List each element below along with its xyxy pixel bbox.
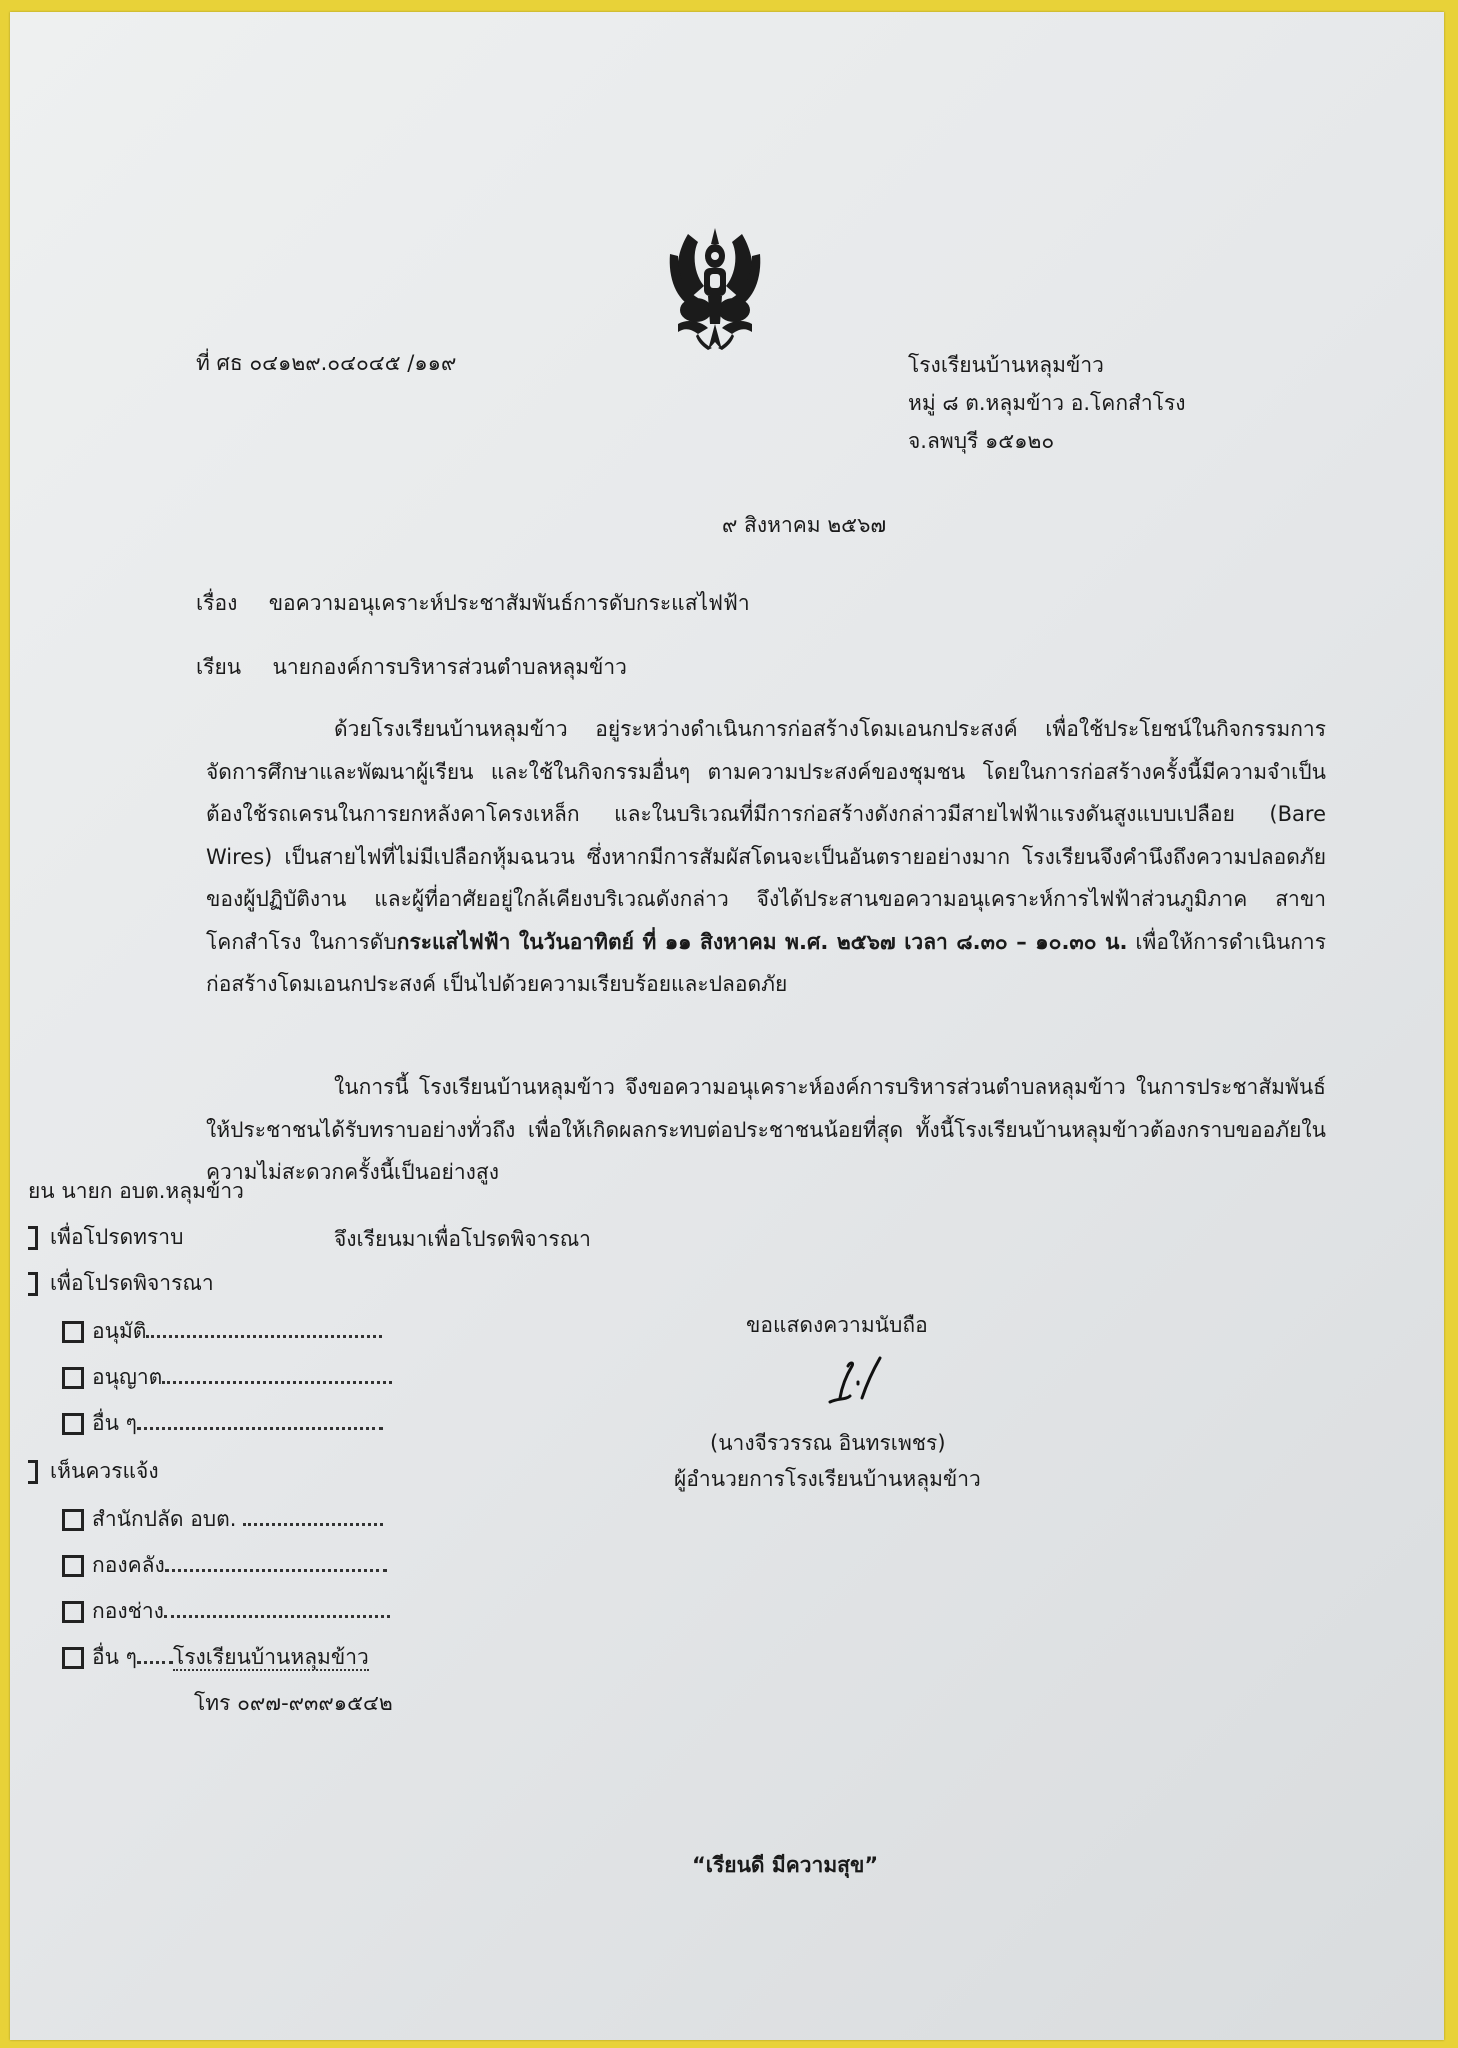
checkbox-icon[interactable] <box>62 1647 84 1669</box>
checkbox-icon[interactable] <box>62 1321 84 1343</box>
paragraph-1-bold-schedule: กระแสไฟฟ้า ในวันอาทิตย์ ที่ ๑๑ สิงหาคม พ.ศ. ๒๕๖๗ เวลา ๘.๓๐ – ๑๐.๓๐ น. <box>396 929 1128 954</box>
sender-address-line-1: โรงเรียนบ้านหลุมข้าว <box>908 353 1104 377</box>
notify-other-value[interactable]: โรงเรียนบ้านหลุมข้าว <box>172 1645 369 1669</box>
fill-in-line[interactable] <box>137 1423 383 1430</box>
recipient-label: เรียน <box>196 655 242 679</box>
body-paragraph-2 <box>206 1066 1326 1194</box>
sender-address-line-3: จ.ลพบุรี ๑๕๑๒๐ <box>908 429 1055 453</box>
closing-request: จึงเรียนมาเพื่อโปรดพิจารณา <box>334 1227 591 1251</box>
fill-in-line[interactable] <box>146 1331 382 1338</box>
routing-option-consider[interactable]: เพื่อโปรดพิจารณา <box>28 1268 214 1298</box>
paragraph-1-text: ด้วยโรงเรียนบ้านหลุมข้าว อยู่ระหว่างดำเนินการก่อสร้างโดมเอนกประสงค์ เพื่อใช้ประโยชน์ในกิจกรรมการจัดการศึกษาและพัฒนาผู้เรียน และใช้ในกิจกรรมอื่นๆ ตามความประสงค์ของชุมชน โดยในการก่อสร้างครั้งนี้มีความจำเป็นต้องใช้รถเครนในการยกหลังคาโครงเหล็ก และในบริเวณที่มีการก่อสร้างดังกล่าวมีสายไฟฟ้าแรงดันสูงแบบเปลือย (Bare Wires) เป็นสายไฟที่ไม่มีเปลือกหุ้มฉนวน ซึ่งหากมีการสัมผัสโดนจะเป็นอันตรายอย่างมาก โรงเรียนจึงคำนึงถึงความปลอดภัยของผู้ปฏิบัติงาน และผู้ที่อาศัยอยู่ใกล้เคียงบริเวณดังกล่าว จึงได้ประสานขอความอนุเคราะห์การไฟฟ้าส่วนภูมิภาค สาขาโคกสำโรง ในการดับ <box>206 717 1326 954</box>
checkbox-icon[interactable] <box>62 1367 84 1389</box>
reference-number: ที่ ศธ ๐๔๑๒๙.๐๔๐๔๕ /๑๑๙ <box>196 351 457 375</box>
consider-option-permit[interactable]: อนุญาต <box>62 1362 392 1392</box>
fill-in-line[interactable] <box>243 1519 383 1526</box>
sender-address-line-2: หมู่ ๘ ต.หลุมข้าว อ.โคกสำโรง <box>908 391 1186 415</box>
consider-option-approve[interactable]: อนุมัติ <box>62 1316 382 1346</box>
checkbox-icon[interactable] <box>62 1413 84 1435</box>
checkbox-bracket-icon[interactable] <box>28 1272 38 1296</box>
paragraph-1-text-end: เพื่อให้การดำเนินการก่อสร้างโดมเอนกประสงค์ เป็นไปด้วยความเรียบร้อยและปลอดภัย <box>206 929 1327 996</box>
subject-label: เรื่อง <box>196 591 238 615</box>
checkbox-bracket-icon[interactable] <box>28 1460 38 1484</box>
routing-option-acknowledge[interactable]: เพื่อโปรดทราบ <box>28 1222 183 1252</box>
fill-in-line[interactable] <box>162 1377 392 1384</box>
checkbox-bracket-icon[interactable] <box>28 1226 38 1250</box>
checkbox-icon[interactable] <box>62 1555 84 1577</box>
letter-date: ๙ สิงหาคม ๒๕๖๗ <box>722 513 887 537</box>
notify-option-other[interactable]: อื่น ๆ โรงเรียนบ้านหลุมข้าว <box>62 1642 369 1672</box>
routing-stamp-header: ยน นายก อบต.หลุมข้าว <box>28 1179 244 1203</box>
signer-position: ผู้อำนวยการโรงเรียนบ้านหลุมข้าว <box>674 1467 981 1491</box>
signer-name: (นางจีรวรรณ อินทรเพชร) <box>710 1431 946 1455</box>
notify-option-office[interactable]: สำนักปลัด อบต. <box>62 1504 383 1534</box>
consider-option-other[interactable]: อื่น ๆ <box>62 1408 383 1438</box>
closing-salutation: ขอแสดงความนับถือ <box>746 1313 928 1337</box>
subject-text: ขอความอนุเคราะห์ประชาสัมพันธ์การดับกระแสไฟฟ้า <box>268 591 750 615</box>
fill-in-line[interactable] <box>165 1565 387 1572</box>
body-paragraph-1 <box>206 708 1326 1006</box>
recipient-text: นายกองค์การบริหารส่วนตำบลหลุมข้าว <box>272 655 627 679</box>
notify-option-finance[interactable]: กองคลัง <box>62 1550 387 1580</box>
paragraph-2-text: ในการนี้ โรงเรียนบ้านหลุมข้าว จึงขอความอนุเคราะห์องค์การบริหารส่วนตำบลหลุมข้าว ในการประชาสัมพันธ์ให้ประชาชนได้รับทราบอย่างทั่วถึง เพื่อให้เกิดผลกระทบต่อประชาชนน้อยที่สุด ทั้งนี้โรงเรียนบ้านหลุมข้าวต้องกราบขออภัยในความไม่สะดวกครั้งนี้เป็นอย่างสูง <box>206 1075 1326 1184</box>
stamp-phone: โทร ๐๙๗-๙๓๙๑๕๔๒ <box>194 1691 393 1715</box>
checkbox-icon[interactable] <box>62 1601 84 1623</box>
garuda-emblem-icon <box>658 224 772 354</box>
fill-in-line[interactable] <box>164 1611 390 1618</box>
checkbox-icon[interactable] <box>62 1509 84 1531</box>
notify-option-engineering[interactable]: กองช่าง <box>62 1596 390 1626</box>
school-motto: “เรียนดี มีความสุข” <box>692 1853 879 1877</box>
letter-page <box>10 12 1444 2040</box>
fill-in-line <box>137 1657 173 1664</box>
signature <box>820 1352 890 1408</box>
routing-option-notify[interactable]: เห็นควรแจ้ง <box>28 1456 159 1486</box>
